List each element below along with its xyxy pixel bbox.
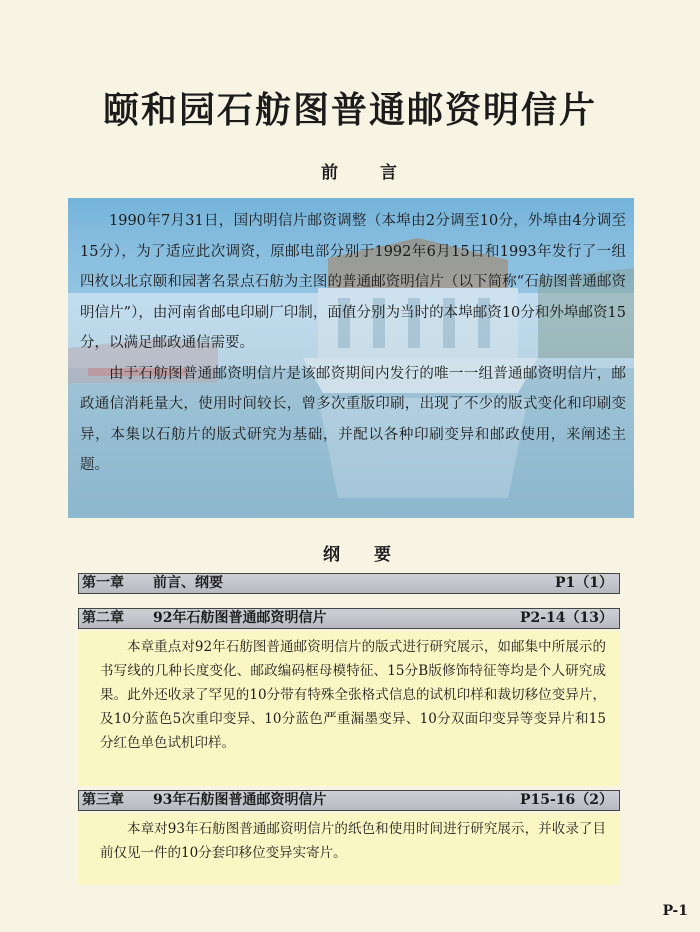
chapter-bar-3 (78, 790, 620, 811)
chapter-number: 第三章 (82, 792, 124, 808)
chapter-title: 前言、纲要 (153, 575, 223, 591)
chapter-body-3 (78, 813, 620, 885)
outline-heading: 纲 要 (323, 545, 405, 565)
chapter-body-2 (78, 631, 620, 786)
chapter-title: 93年石舫图普通邮资明信片 (153, 792, 327, 808)
chapter-description: 本章重点对92年石舫图普通邮资明信片的版式进行研究展示，如邮集中所展示的书写线的几种长度变化、邮政编码框母模特征、15分B版修饰特征等均是个人研究成果。此外还收录了罕见的10分带有特殊全张格式信息的试机印样和裁切移位变异片，及10分蓝色5次重印变异、10分蓝色严重漏墨变异、10分双面印变异等变异片和15分红色单色试机印样。 (100, 639, 606, 751)
page-title: 颐和园石舫图普通邮资明信片 (102, 89, 597, 131)
chapter-number: 第二章 (82, 610, 124, 626)
preface-text (80, 206, 626, 481)
chapter-pages: P15-16（2） (519, 792, 613, 808)
chapter-pages: P2-14（13） (519, 610, 613, 626)
preface-paragraph: 由于石舫图普通邮资明信片是该邮资期间内发行的唯一一组普通邮资明信片，邮政通信消耗量大，使用时间较长，曾多次重版印刷，出现了不少的版式变化和印刷变异，本集以石舫片的版式研究为基础，并配以各种印刷变异和邮政使用，来阐述主题。 (80, 365, 626, 473)
chapter-title: 92年石舫图普通邮资明信片 (153, 610, 327, 626)
chapter-pages: P1（1） (554, 575, 613, 591)
preface-heading: 前 言 (321, 163, 415, 183)
chapter-description: 本章对93年石舫图普通邮资明信片的纸色和使用时间进行研究展示，并收录了目前仅见一件的10分套印移位变异实寄片。 (100, 821, 606, 861)
chapter-bar-2 (78, 608, 620, 629)
preface-box (68, 198, 634, 518)
page-number: P-1 (662, 903, 688, 919)
chapter-number: 第一章 (82, 575, 124, 591)
chapter-bar-1 (78, 573, 620, 594)
preface-paragraph: 1990年7月31日，国内明信片邮资调整（本埠由2分调至10分，外埠由4分调至15分），为了适应此次调资，原邮电部分别于1992年6月15日和1993年发行了一组四枚以北京颐和园著名景点石舫为主图的普通邮资明信片（以下简称“石舫图普通邮资明信片”），由河南省邮电印刷厂印制，面值分别为当时的本埠邮资10分和外埠邮资15分，以满足邮政通信需要。 (80, 213, 626, 351)
